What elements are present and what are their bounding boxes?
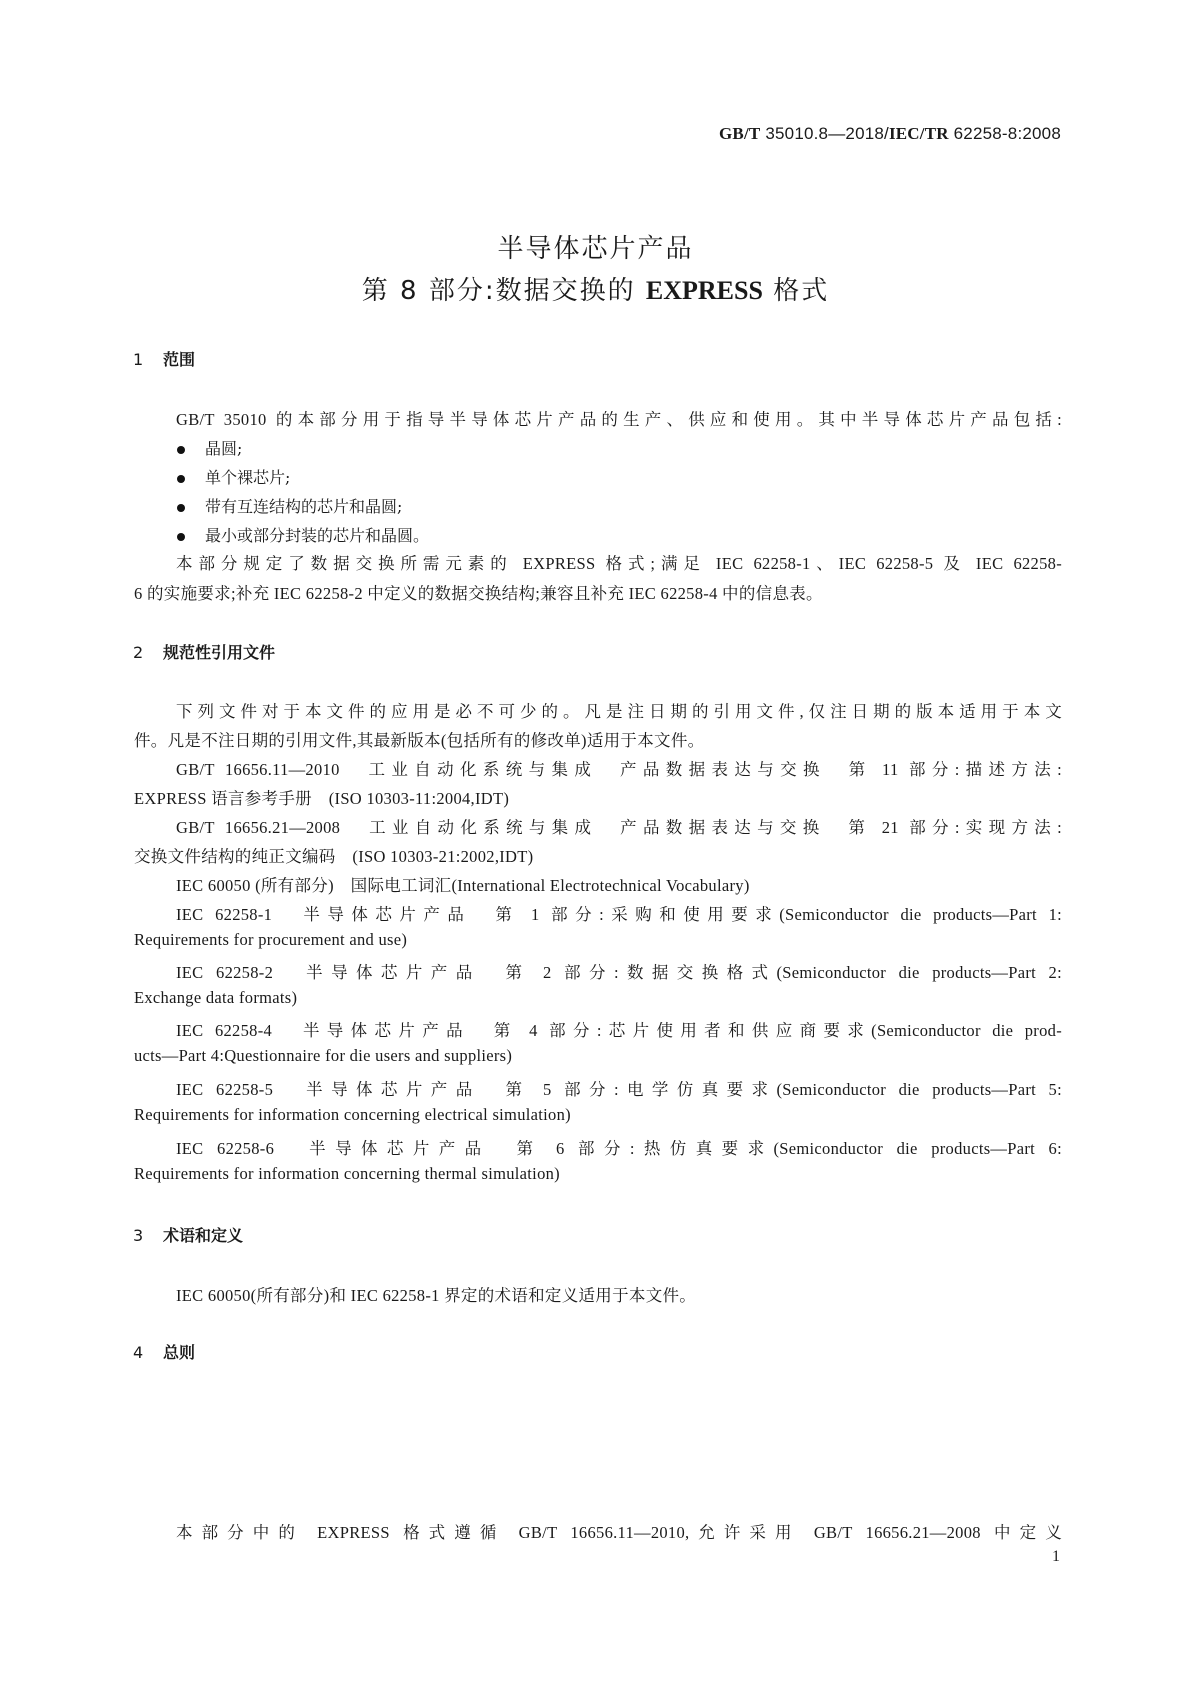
reference-entry-cont: Requirements for information concerning electrical simulation) xyxy=(134,1105,571,1124)
std-code-iec-number: 62258-8:2008 xyxy=(948,124,1061,143)
section-title: 范围 xyxy=(163,350,196,369)
list-item-text: 单个裸芯片; xyxy=(205,468,291,487)
section-number: 1 xyxy=(133,350,144,369)
std-code-number: 35010.8—2018/ xyxy=(760,124,889,143)
reference-entry-cont: Exchange data formats) xyxy=(134,988,298,1007)
reference-entry: IEC 62258-4 半导体芯片产品 第 4 部分:芯片使用者和供应商要求(Semiconductor die prod- xyxy=(176,1021,1062,1040)
section-2-heading xyxy=(133,640,275,663)
list-item-text: 晶圆; xyxy=(205,439,243,458)
title-part-suffix: 格式 xyxy=(762,276,830,306)
section-title: 术语和定义 xyxy=(163,1226,244,1245)
section-number: 2 xyxy=(133,643,144,662)
reference-entry: IEC 62258-5 半导体芯片产品 第 5 部分:电学仿真要求(Semiconductor die products—Part 5: xyxy=(176,1080,1062,1099)
list-item-text: 带有互连结构的芯片和晶圆; xyxy=(205,497,403,516)
section-1-heading xyxy=(133,347,195,370)
section-number: 4 xyxy=(133,1343,144,1362)
section-1-paragraph-line1: 本部分规定了数据交换所需元素的 EXPRESS 格式;满足 IEC 62258-1、IEC 62258-5 及 IEC 62258- xyxy=(176,554,1062,573)
section-3-heading xyxy=(133,1223,243,1246)
section-number: 3 xyxy=(133,1226,144,1245)
section-4-text: 本部分中的 EXPRESS 格式遵循 GB/T 16656.11—2010,允许采用 GB/T 16656.21—2008 中定义 xyxy=(176,1523,1062,1542)
bullet-icon xyxy=(177,446,185,454)
bullet-icon xyxy=(177,504,185,512)
reference-entry-cont: Requirements for information concerning thermal simulation) xyxy=(134,1164,560,1183)
list-item xyxy=(177,436,242,459)
reference-entry: IEC 60050 (所有部分) 国际电工词汇(International Electrotechnical Vocabulary) xyxy=(176,876,750,895)
reference-entry: IEC 62258-2 半导体芯片产品 第 2 部分:数据交换格式(Semiconductor die products—Part 2: xyxy=(176,963,1062,982)
title-part-prefix: 第 8 部分:数据交换的 xyxy=(361,276,646,306)
reference-entry: GB/T 16656.21—2008 工业自动化系统与集成 产品数据表达与交换 第 21 部分:实现方法: xyxy=(176,818,1062,837)
section-1-paragraph-line2: 6 的实施要求;补充 IEC 62258-2 中定义的数据交换结构;兼容且补充 IEC 62258-4 中的信息表。 xyxy=(134,584,823,603)
section-title: 总则 xyxy=(163,1343,196,1362)
title-express: EXPRESS xyxy=(645,276,763,305)
std-code-bold-gbt: GB/T xyxy=(719,124,761,143)
bullet-icon xyxy=(177,533,185,541)
section-4-heading xyxy=(133,1340,195,1363)
reference-entry: IEC 62258-6 半导体芯片产品 第 6 部分:热仿真要求(Semiconductor die products—Part 6: xyxy=(176,1139,1062,1158)
list-item-text: 最小或部分封装的芯片和晶圆。 xyxy=(205,526,430,545)
document-title-line2 xyxy=(0,270,1191,307)
section-1-intro: GB/T 35010 的本部分用于指导半导体芯片产品的生产、供应和使用。其中半导体芯片产品包括: xyxy=(176,410,1062,429)
section-2-intro-line1: 下列文件对于本文件的应用是必不可少的。凡是注日期的引用文件,仅注日期的版本适用于本文 xyxy=(176,702,1062,721)
reference-entry-cont: 交换文件结构的纯正文编码 (ISO 10303-21:2002,IDT) xyxy=(134,847,534,866)
section-3-text: IEC 60050(所有部分)和 IEC 62258-1 界定的术语和定义适用于本文件。 xyxy=(176,1286,697,1305)
reference-entry-cont: EXPRESS 语言参考手册 (ISO 10303-11:2004,IDT) xyxy=(134,789,510,808)
list-item xyxy=(177,465,290,488)
list-item xyxy=(177,523,429,546)
page-number: 1 xyxy=(1052,1548,1060,1565)
reference-entry-cont: Requirements for procurement and use) xyxy=(134,930,408,949)
reference-entry-cont: ucts—Part 4:Questionnaire for die users and suppliers) xyxy=(134,1046,513,1065)
section-title: 规范性引用文件 xyxy=(163,643,276,662)
standard-code-header xyxy=(719,124,1061,144)
reference-entry: IEC 62258-1 半导体芯片产品 第 1 部分:采购和使用要求(Semiconductor die products—Part 1: xyxy=(176,905,1062,924)
reference-entry: GB/T 16656.11—2010 工业自动化系统与集成 产品数据表达与交换 第 11 部分:描述方法: xyxy=(176,760,1062,779)
document-title-line1: 半导体芯片产品 xyxy=(497,234,694,264)
list-item xyxy=(177,494,402,517)
bullet-icon xyxy=(177,475,185,483)
std-code-bold-iec: IEC/TR xyxy=(888,124,949,143)
section-2-intro-line2: 件。凡是不注日期的引用文件,其最新版本(包括所有的修改单)适用于本文件。 xyxy=(134,731,705,750)
